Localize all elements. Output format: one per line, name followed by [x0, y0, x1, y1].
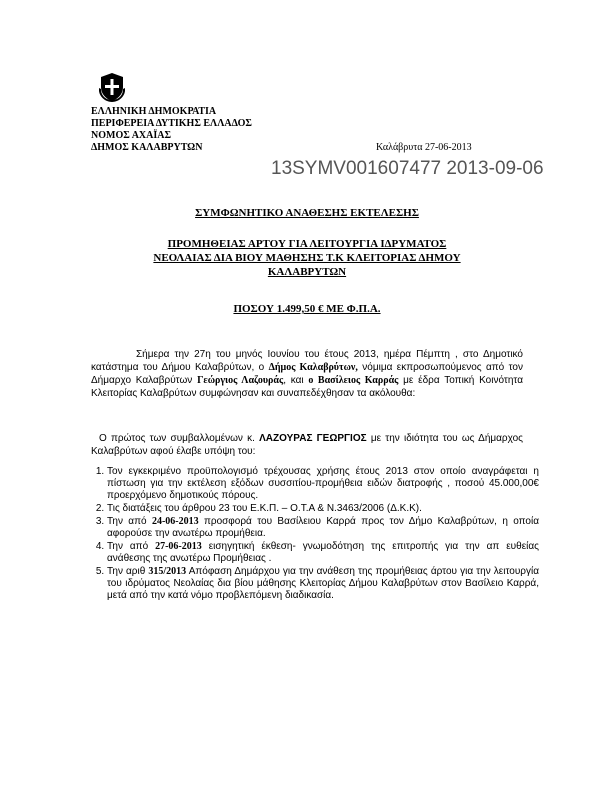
second-text-2: με την ιδιότητα του ως Δήμαρχος Καλαβρύτων αφού έλαβε υπόψη του:	[91, 433, 523, 457]
list-item-text: Την από	[107, 516, 152, 527]
issuer-republic: ΕΛΛΗΝΙΚΗ ΔΗΜΟΚΡΑΤΙΑ	[91, 106, 217, 117]
issuer-block	[91, 106, 252, 154]
intro-mayor-name: Γεώργιος Λαζουράς	[197, 375, 284, 386]
list-item-text: Τον εγκεκριμένο προϋπολογισμό τρέχουσας χρήσης έτους 2013 στον οποίο αναγράφεται η πίστωση για την εκτέλεση εξόδων συσσιτίου-προμήθεια ειδών διατροφής , ποσού 45.000,00€ προερχόμενο δημοτικούς πόρους.	[107, 466, 539, 501]
intro-text-3: , και	[283, 375, 309, 386]
intro-municipality: Δήμος Καλαβρύτων,	[268, 362, 358, 373]
document-date: Καλάβρυτα 27-06-2013	[376, 142, 472, 153]
intro-paragraph	[91, 348, 523, 400]
subject-line-3: ΚΑΛΑΒΡΥΤΩΝ	[267, 266, 347, 278]
second-text-1: Ο πρώτος των συμβαλλομένων κ.	[99, 433, 260, 444]
list-item-text: Την από	[107, 541, 156, 552]
list-item	[107, 566, 539, 602]
list-item	[107, 541, 539, 565]
list-item	[107, 516, 539, 540]
document-amount: ΠΟΣΟΥ 1.499,50 € ΜΕ Φ.Π.Α.	[233, 303, 381, 315]
greek-emblem-icon	[99, 72, 125, 102]
second-mayor-name: ΛΑΖΟΥΡΑΣ ΓΕΩΡΓΙΟΣ	[259, 433, 367, 444]
issuer-municipality: ΔΗΜΟΣ ΚΑΛΑΒΡΥΤΩΝ	[91, 142, 203, 153]
intro-text-1: Σήμερα την 27η του μηνός Ιουνίου του έτους 2013, ημέρα Πέμπτη , στο Δημοτικό κατάστημα του Δήμου Καλαβρύτων, ο	[91, 349, 523, 373]
issuer-prefecture: ΝΟΜΟΣ ΑΧΑΪΑΣ	[91, 130, 172, 141]
subject-line-1: ΠΡΟΜΗΘΕΙΑΣ ΑΡΤΟΥ ΓΙΑ ΛΕΙΤΟΥΡΓΙΑ ΙΔΡΥΜΑΤΟΣ	[167, 238, 447, 250]
intro-contractor-name: ο Βασίλειος Καρράς	[308, 375, 399, 386]
list-item-text: Τις διατάξεις του άρθρου 23 του Ε.Κ.Π. – Ο.Τ.Α & Ν.3463/2006 (Δ.Κ.Κ).	[107, 503, 422, 514]
considerations-list	[91, 466, 539, 603]
list-item-text: Απόφαση Δημάρχου για την ανάθεση της προμήθειας άρτου για την λειτουργία του ιδρύματος Νεολαίας δια βίου μάθησης Κλειτορίας Δήμου Καλαβρύτων στον Βασίλειο Καρρά, μετά από την κατά νόμο προβλεπόμενη διαδικασία.	[107, 566, 539, 601]
intro-text-4: με έδρα Τοπική Κοινότητα Κλειτορίας Καλαβρύτων συμφώνησαν και συναπεδέχθησαν τα ακόλουθα:	[91, 375, 523, 399]
list-item-text: προσφορά του Βασίλειου Καρρά προς τον Δήμο Καλαβρύτων, η οποία αφορούσε την ανωτέρω προμήθεια.	[107, 516, 539, 539]
list-item-text: Την αριθ	[107, 566, 149, 577]
document-title: ΣΥΜΦΩΝΗΤΙΚΟ ΑΝΑΘΕΣΗΣ ΕΚΤΕΛΕΣΗΣ	[195, 207, 419, 219]
list-item-date: 27-06-2013	[155, 541, 202, 552]
subject-line-2: ΝΕΟΛΑΙΑΣ ΔΙΑ ΒΙΟΥ ΜΑΘΗΣΗΣ Τ.Κ ΚΛΕΙΤΟΡΙΑΣ ΔΗΜΟΥ	[153, 252, 461, 264]
list-item	[107, 466, 539, 502]
list-item-text: εισηγητική έκθεση- γνωμοδότηση της επιτροπής για την απ ευθείας ανάθεσης της ανωτέρω Προμήθειας .	[107, 541, 539, 564]
second-paragraph	[91, 432, 523, 458]
list-item-decision-number: 315/2013	[148, 566, 187, 577]
intro-text-2: νόμιμα εκπροσωπούμενος από τον Δήμαρχο Καλαβρύτων	[91, 362, 523, 386]
list-item-date: 24-06-2013	[151, 516, 199, 527]
document-subject	[91, 237, 523, 279]
list-item	[107, 503, 539, 515]
registry-stamp: 13SYMV001607477 2013-09-06	[271, 158, 544, 179]
issuer-region: ΠΕΡΙΦΕΡΕΙΑ ΔΥΤΙΚΗΣ ΕΛΛΑΔΟΣ	[91, 118, 252, 129]
